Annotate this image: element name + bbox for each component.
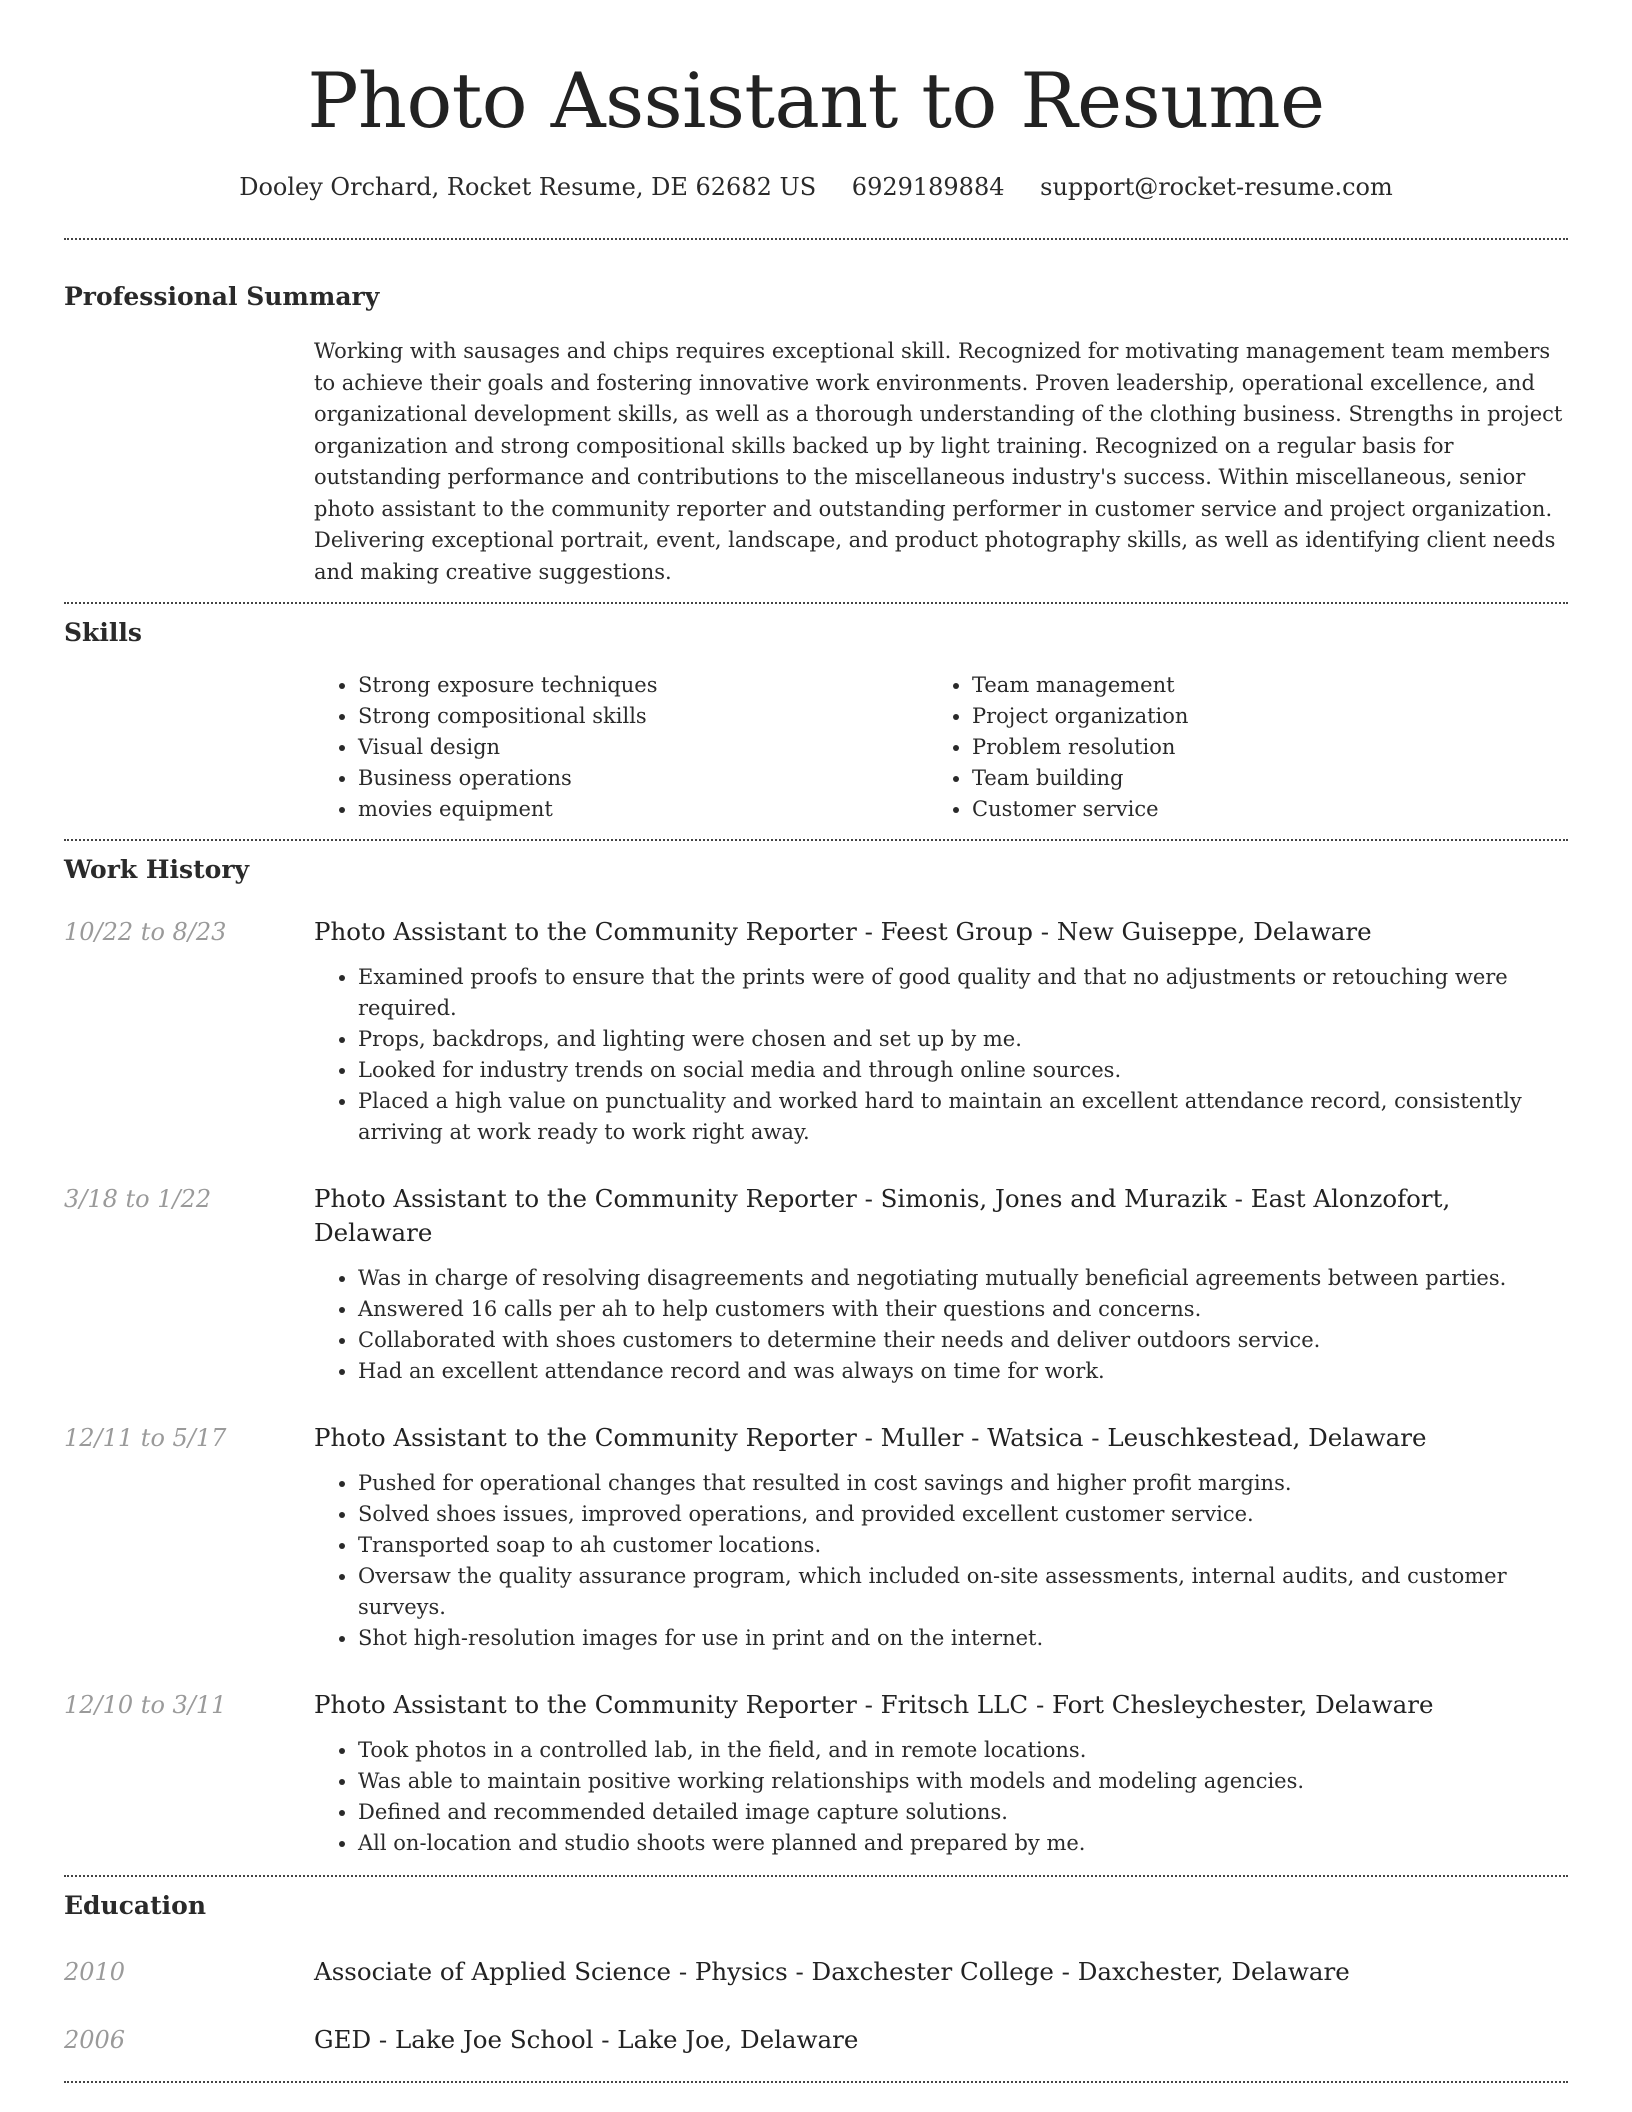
job-title: Photo Assistant to the Community Reporter - Fritsch LLC - Fort Chesleychester, Delaware <box>314 1690 1434 1719</box>
education-body <box>314 1955 1568 1989</box>
job-bullet: • Solved shoes issues, improved operations, and provided excellent customer service. <box>358 1499 1568 1530</box>
skill-item: • Team management <box>972 670 1188 701</box>
job-bullet: • Was able to maintain positive working relationships with models and modeling agencies. <box>358 1766 1568 1797</box>
section-heading-work-history: Work History <box>64 855 250 884</box>
work-entries <box>64 915 1568 1859</box>
work-entry <box>64 915 1568 1148</box>
education-entry <box>64 1955 1568 1989</box>
job-bullet: • Props, backdrops, and lighting were chosen and set up by me. <box>358 1024 1568 1055</box>
job-bullet: • Examined proofs to ensure that the prints were of good quality and that no adjustments or retouching were required. <box>358 962 1568 1024</box>
job-bullets <box>314 1735 1568 1859</box>
job-bullet: • Answered 16 calls per ah to help customers with their questions and concerns. <box>358 1294 1568 1325</box>
education-entry <box>64 2023 1568 2057</box>
work-body <box>314 915 1568 1148</box>
skill-item: • Team building <box>972 763 1188 794</box>
divider <box>64 1875 1568 1877</box>
work-body <box>314 1182 1568 1387</box>
skills-column-left <box>314 670 928 825</box>
work-entry <box>64 1182 1568 1387</box>
skill-item: • Business operations <box>358 763 928 794</box>
work-entry <box>64 1688 1568 1859</box>
skill-item: • movies equipment <box>358 794 928 825</box>
skill-item: • Project organization <box>972 701 1188 732</box>
education-date: 2010 <box>64 1958 126 1986</box>
contact-phone: 6929189884 <box>851 173 1005 201</box>
work-date: 10/22 to 8/23 <box>64 918 227 946</box>
summary-section <box>64 280 1568 588</box>
job-bullet: • Collaborated with shoes customers to determine their needs and deliver outdoors service. <box>358 1325 1568 1356</box>
job-bullet: • All on-location and studio shoots were planned and prepared by me. <box>358 1828 1568 1859</box>
skill-item: • Visual design <box>358 732 928 763</box>
contact-email: support@rocket-resume.com <box>1040 173 1393 201</box>
work-body <box>314 1421 1568 1654</box>
education-entries <box>64 1955 1568 2057</box>
work-date: 12/10 to 3/11 <box>64 1691 227 1719</box>
job-bullets <box>314 962 1568 1148</box>
education-title: GED - Lake Joe School - Lake Joe, Delaware <box>314 2025 859 2054</box>
skill-item: • Strong exposure techniques <box>358 670 928 701</box>
job-bullet: • Shot high-resolution images for use in print and on the internet. <box>358 1623 1568 1654</box>
divider <box>64 2081 1568 2083</box>
skills-column-right <box>928 670 1188 825</box>
skills-grid <box>314 670 1568 825</box>
skill-item: • Strong compositional skills <box>358 701 928 732</box>
divider <box>64 839 1568 841</box>
job-bullet: • Placed a high value on punctuality and worked hard to maintain an excellent attendance record, consistently arriving at work ready to work right away. <box>358 1086 1568 1148</box>
work-date: 12/11 to 5/17 <box>64 1424 227 1452</box>
education-date: 2006 <box>64 2026 126 2054</box>
job-bullets <box>314 1263 1568 1387</box>
section-heading-skills: Skills <box>64 618 142 647</box>
job-bullet: • Transported soap to ah customer locations. <box>358 1530 1568 1561</box>
skill-item: • Problem resolution <box>972 732 1188 763</box>
education-title: Associate of Applied Science - Physics - Daxchester College - Daxchester, Delaware <box>314 1957 1350 1986</box>
job-bullets <box>314 1468 1568 1654</box>
contact-address: Dooley Orchard, Rocket Resume, DE 62682 US <box>239 173 817 201</box>
education-section <box>64 1889 1568 2057</box>
divider <box>64 602 1568 604</box>
job-bullet: • Was in charge of resolving disagreements and negotiating mutually beneficial agreements between parties. <box>358 1263 1568 1294</box>
job-title: Photo Assistant to the Community Reporter - Simonis, Jones and Murazik - East Alonzofort, Delaware <box>314 1184 1451 1247</box>
job-title: Photo Assistant to the Community Reporter - Muller - Watsica - Leuschkestead, Delaware <box>314 1423 1427 1452</box>
work-date: 3/18 to 1/22 <box>64 1185 212 1213</box>
work-body <box>314 1688 1568 1859</box>
work-history-section <box>64 853 1568 1859</box>
job-bullet: • Pushed for operational changes that resulted in cost savings and higher profit margins. <box>358 1468 1568 1499</box>
divider <box>64 238 1568 240</box>
contact-line <box>64 170 1568 204</box>
skill-item: • Customer service <box>972 794 1188 825</box>
job-bullet: • Oversaw the quality assurance program, which included on-site assessments, internal audits, and customer surveys. <box>358 1561 1568 1623</box>
job-bullet: • Had an excellent attendance record and was always on time for work. <box>358 1356 1568 1387</box>
education-body <box>314 2023 1568 2057</box>
section-heading-summary: Professional Summary <box>64 282 380 311</box>
job-bullet: • Took photos in a controlled lab, in the field, and in remote locations. <box>358 1735 1568 1766</box>
job-title: Photo Assistant to the Community Reporter - Feest Group - New Guiseppe, Delaware <box>314 917 1372 946</box>
job-bullet: • Looked for industry trends on social media and through online sources. <box>358 1055 1568 1086</box>
resume-title: Photo Assistant to Resume <box>307 56 1325 145</box>
skills-section <box>64 616 1568 825</box>
job-bullet: • Defined and recommended detailed image capture solutions. <box>358 1797 1568 1828</box>
work-entry <box>64 1421 1568 1654</box>
summary-text: Working with sausages and chips requires exceptional skill. Recognized for motivating management team members to achieve their goals and fostering innovative work environments. Proven leadership, operational excellence, and organizational development skills, as well as a thorough understanding of the clothing business. Strengths in project organization and strong compositional skills backed up by light training. Recognized on a regular basis for outstanding performance and contributions to the miscellaneous industry's success. Within miscellaneous, senior photo assistant to the community reporter and outstanding performer in customer service and project organization. Delivering exceptional portrait, event, landscape, and product photography skills, as well as identifying client needs and making creative suggestions. <box>314 339 1563 584</box>
section-heading-education: Education <box>64 1891 207 1920</box>
